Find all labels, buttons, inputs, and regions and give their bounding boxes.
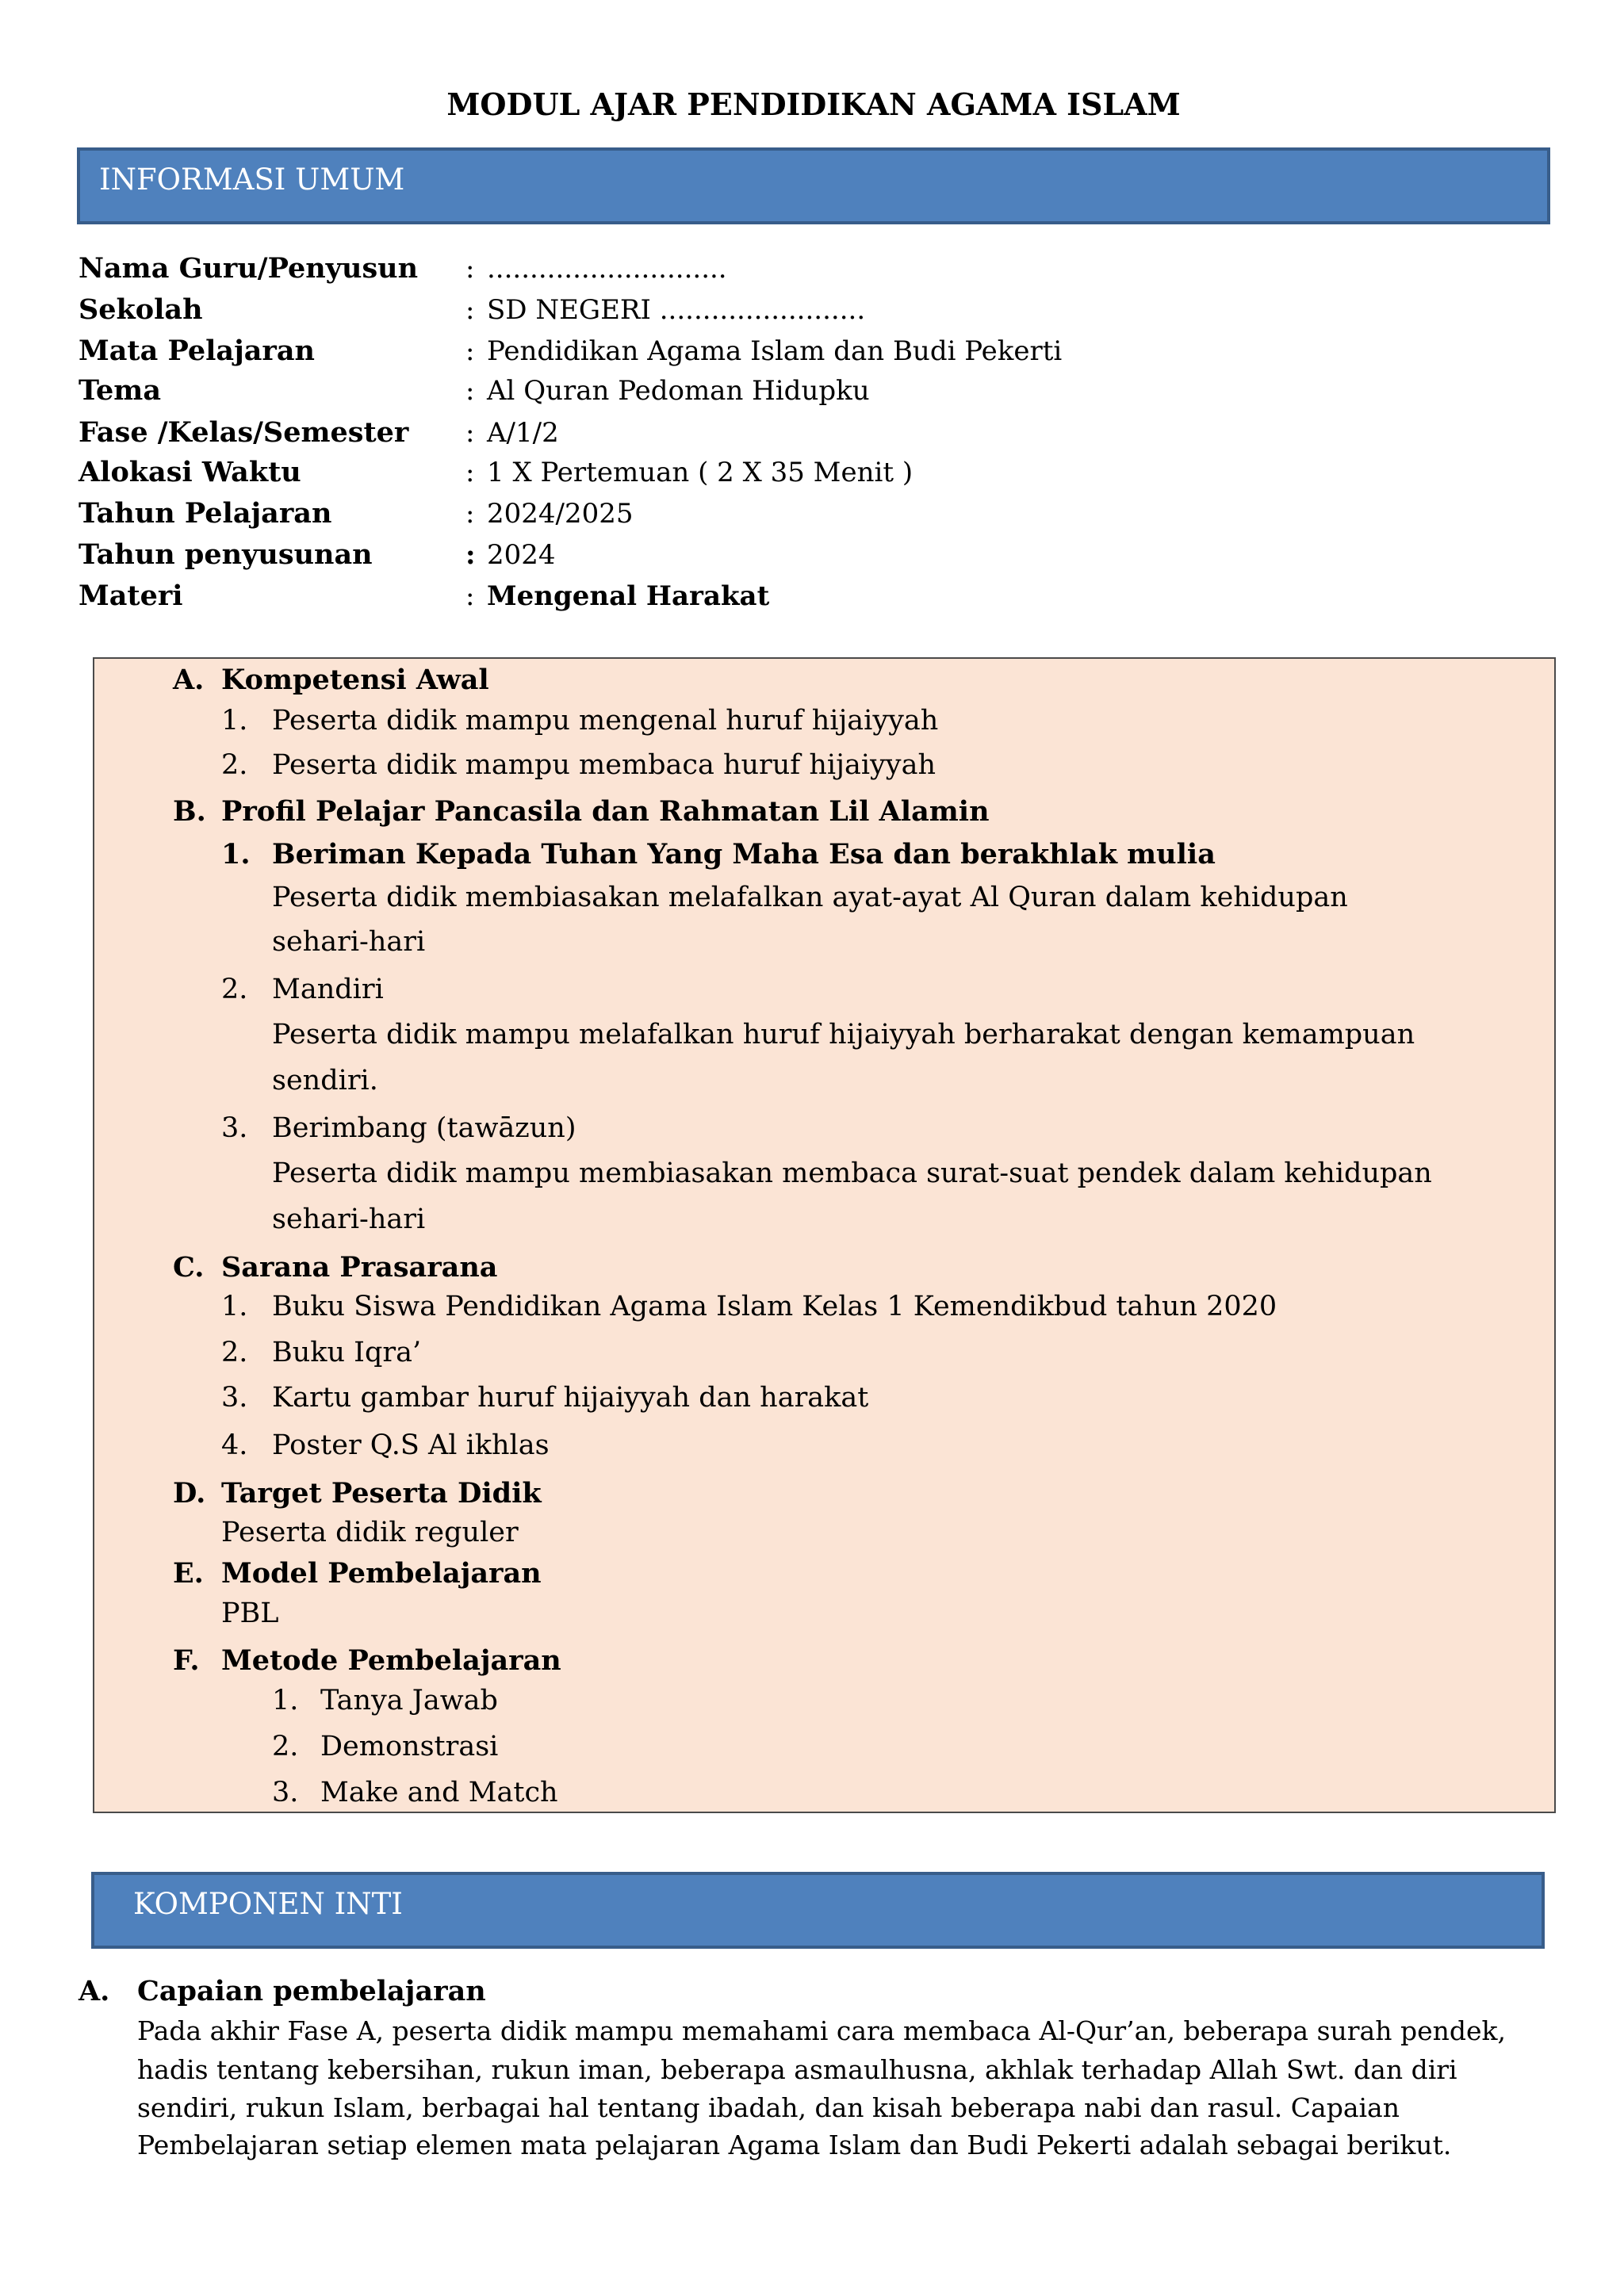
section-letter: C. — [173, 1251, 205, 1284]
list-item-text: Make and Match — [320, 1777, 558, 1808]
list-item-text: Buku Siswa Pendidikan Agama Islam Kelas 1 Kemendikbud tahun 2020 — [272, 1291, 1277, 1322]
section-title: Metode Pembelajaran — [221, 1644, 561, 1677]
list-item-text: Poster Q.S Al ikhlas — [272, 1429, 550, 1461]
module-details-box — [93, 657, 1556, 1813]
list-item-title: Mandiri — [272, 974, 384, 1005]
komponen-inti-bar — [91, 1872, 1545, 1949]
list-item-description: sehari-hari — [272, 926, 426, 958]
section-title: Target Peserta Didik — [221, 1477, 542, 1510]
list-item-title: Beriman Kepada Tuhan Yang Maha Esa dan berakhlak mulia — [272, 838, 1216, 871]
info-value: 1 X Pertemuan ( 2 X 35 Menit ) — [487, 457, 914, 488]
info-label: Sekolah — [79, 293, 203, 326]
info-row-tema — [0, 370, 1624, 411]
info-row-mata-pelajaran — [0, 331, 1624, 372]
list-item-text: Peserta didik mampu mengenal huruf hijaiyyah — [272, 705, 939, 737]
list-item-description: sehari-hari — [272, 1203, 426, 1235]
section-title: Sarana Prasarana — [221, 1251, 498, 1284]
info-separator: : — [465, 375, 475, 407]
info-separator: : — [465, 539, 476, 571]
paragraph-line: hadis tentang kebersihan, rukun iman, beberapa asmaulhusna, akhlak terhadap Allah Swt. dan diri — [137, 2054, 1457, 2085]
info-row-fase-kelas-semester — [0, 412, 1624, 453]
list-item-number: 1. — [221, 705, 248, 737]
info-value: SD NEGERI ........................ — [487, 294, 866, 326]
list-item-number: 1. — [221, 1291, 248, 1322]
list-item-description: Peserta didik mampu melafalkan huruf hijaiyyah berharakat dengan kemampuan — [272, 1019, 1415, 1050]
list-item-number: 1. — [272, 1685, 299, 1716]
informasi-umum-bar — [77, 147, 1550, 224]
paragraph-line: Pada akhir Fase A, peserta didik mampu memahami cara membaca Al-Qur’an, beberapa surah pendek, — [137, 2015, 1507, 2046]
list-item-number: 3. — [272, 1777, 299, 1808]
info-value: A/1/2 — [487, 417, 559, 449]
list-item-text: Demonstrasi — [320, 1731, 499, 1762]
list-item-number: 2. — [272, 1731, 299, 1762]
section-title: Capaian pembelajaran — [137, 1975, 486, 2007]
list-item-description: sendiri. — [272, 1065, 378, 1096]
list-item-text: Tanya Jawab — [320, 1685, 498, 1716]
info-row-alokasi-waktu — [0, 452, 1624, 493]
section-letter: B. — [173, 795, 206, 828]
list-item-number: 4. — [221, 1429, 248, 1461]
info-separator: : — [465, 417, 475, 449]
document-title: MODUL AJAR PENDIDIKAN AGAMA ISLAM — [446, 86, 1181, 122]
section-title: Model Pembelajaran — [221, 1557, 542, 1590]
info-label: Tahun penyusunan — [79, 538, 373, 571]
section-title: Profil Pelajar Pancasila dan Rahmatan Lil Alamin — [221, 795, 990, 828]
info-label: Nama Guru/Penyusun — [79, 252, 419, 285]
list-item-text: Buku Iqra’ — [272, 1337, 422, 1368]
info-value: 2024 — [487, 539, 556, 571]
info-separator: : — [465, 498, 475, 530]
info-row-sekolah — [0, 289, 1624, 331]
section-text: PBL — [221, 1598, 279, 1629]
section-letter: E. — [173, 1557, 204, 1590]
section-title: Kompetensi Awal — [221, 664, 489, 696]
info-label: Fase /Kelas/Semester — [79, 416, 409, 449]
komponen-inti-heading: KOMPONEN INTI — [133, 1887, 403, 1921]
list-item-number: 2. — [221, 749, 248, 781]
info-separator: : — [465, 580, 475, 612]
info-row-tahun-penyusunan — [0, 534, 1624, 576]
info-value: Al Quran Pedoman Hidupku — [487, 375, 870, 407]
list-item-text: Peserta didik mampu membaca huruf hijaiyyah — [272, 749, 936, 781]
section-letter: D. — [173, 1477, 206, 1510]
info-value: Mengenal Harakat — [487, 580, 770, 612]
info-label: Materi — [79, 580, 183, 612]
list-item-description: Peserta didik mampu membiasakan membaca surat-suat pendek dalam kehidupan — [272, 1158, 1432, 1189]
informasi-umum-heading: INFORMASI UMUM — [99, 163, 405, 197]
info-separator: : — [465, 457, 475, 488]
info-row-nama-guru — [0, 248, 1624, 289]
paragraph-line: sendiri, rukun Islam, berbagai hal tentang ibadah, dan kisah beberapa nabi dan rasul. Capaian — [137, 2092, 1400, 2123]
info-row-materi — [0, 576, 1624, 617]
list-item-number: 2. — [221, 1337, 248, 1368]
list-item-number: 2. — [221, 974, 248, 1005]
section-text: Peserta didik reguler — [221, 1517, 519, 1548]
info-value: ............................ — [487, 253, 727, 285]
info-label: Tema — [79, 374, 162, 407]
info-separator: : — [465, 294, 475, 326]
section-letter: A. — [79, 1975, 110, 2007]
section-letter: F. — [173, 1644, 200, 1677]
list-item-description: Peserta didik membiasakan melafalkan ayat-ayat Al Quran dalam kehidupan — [272, 882, 1348, 913]
info-label: Alokasi Waktu — [79, 456, 301, 488]
list-item-number: 3. — [221, 1112, 248, 1144]
list-item-number: 1. — [221, 838, 251, 871]
info-separator: : — [465, 253, 475, 285]
info-row-tahun-pelajaran — [0, 493, 1624, 534]
list-item-title: Berimbang (tawāzun) — [272, 1112, 576, 1144]
info-label: Tahun Pelajaran — [79, 497, 332, 530]
paragraph-line: Pembelajaran setiap elemen mata pelajaran Agama Islam dan Budi Pekerti adalah sebagai berikut. — [137, 2130, 1452, 2160]
list-item-number: 3. — [221, 1382, 248, 1414]
info-value: 2024/2025 — [487, 498, 634, 530]
section-letter: A. — [173, 664, 205, 696]
info-label: Mata Pelajaran — [79, 335, 315, 367]
list-item-text: Kartu gambar huruf hijaiyyah dan harakat — [272, 1382, 869, 1414]
info-separator: : — [465, 335, 475, 367]
info-value: Pendidikan Agama Islam dan Budi Pekerti — [487, 335, 1063, 367]
